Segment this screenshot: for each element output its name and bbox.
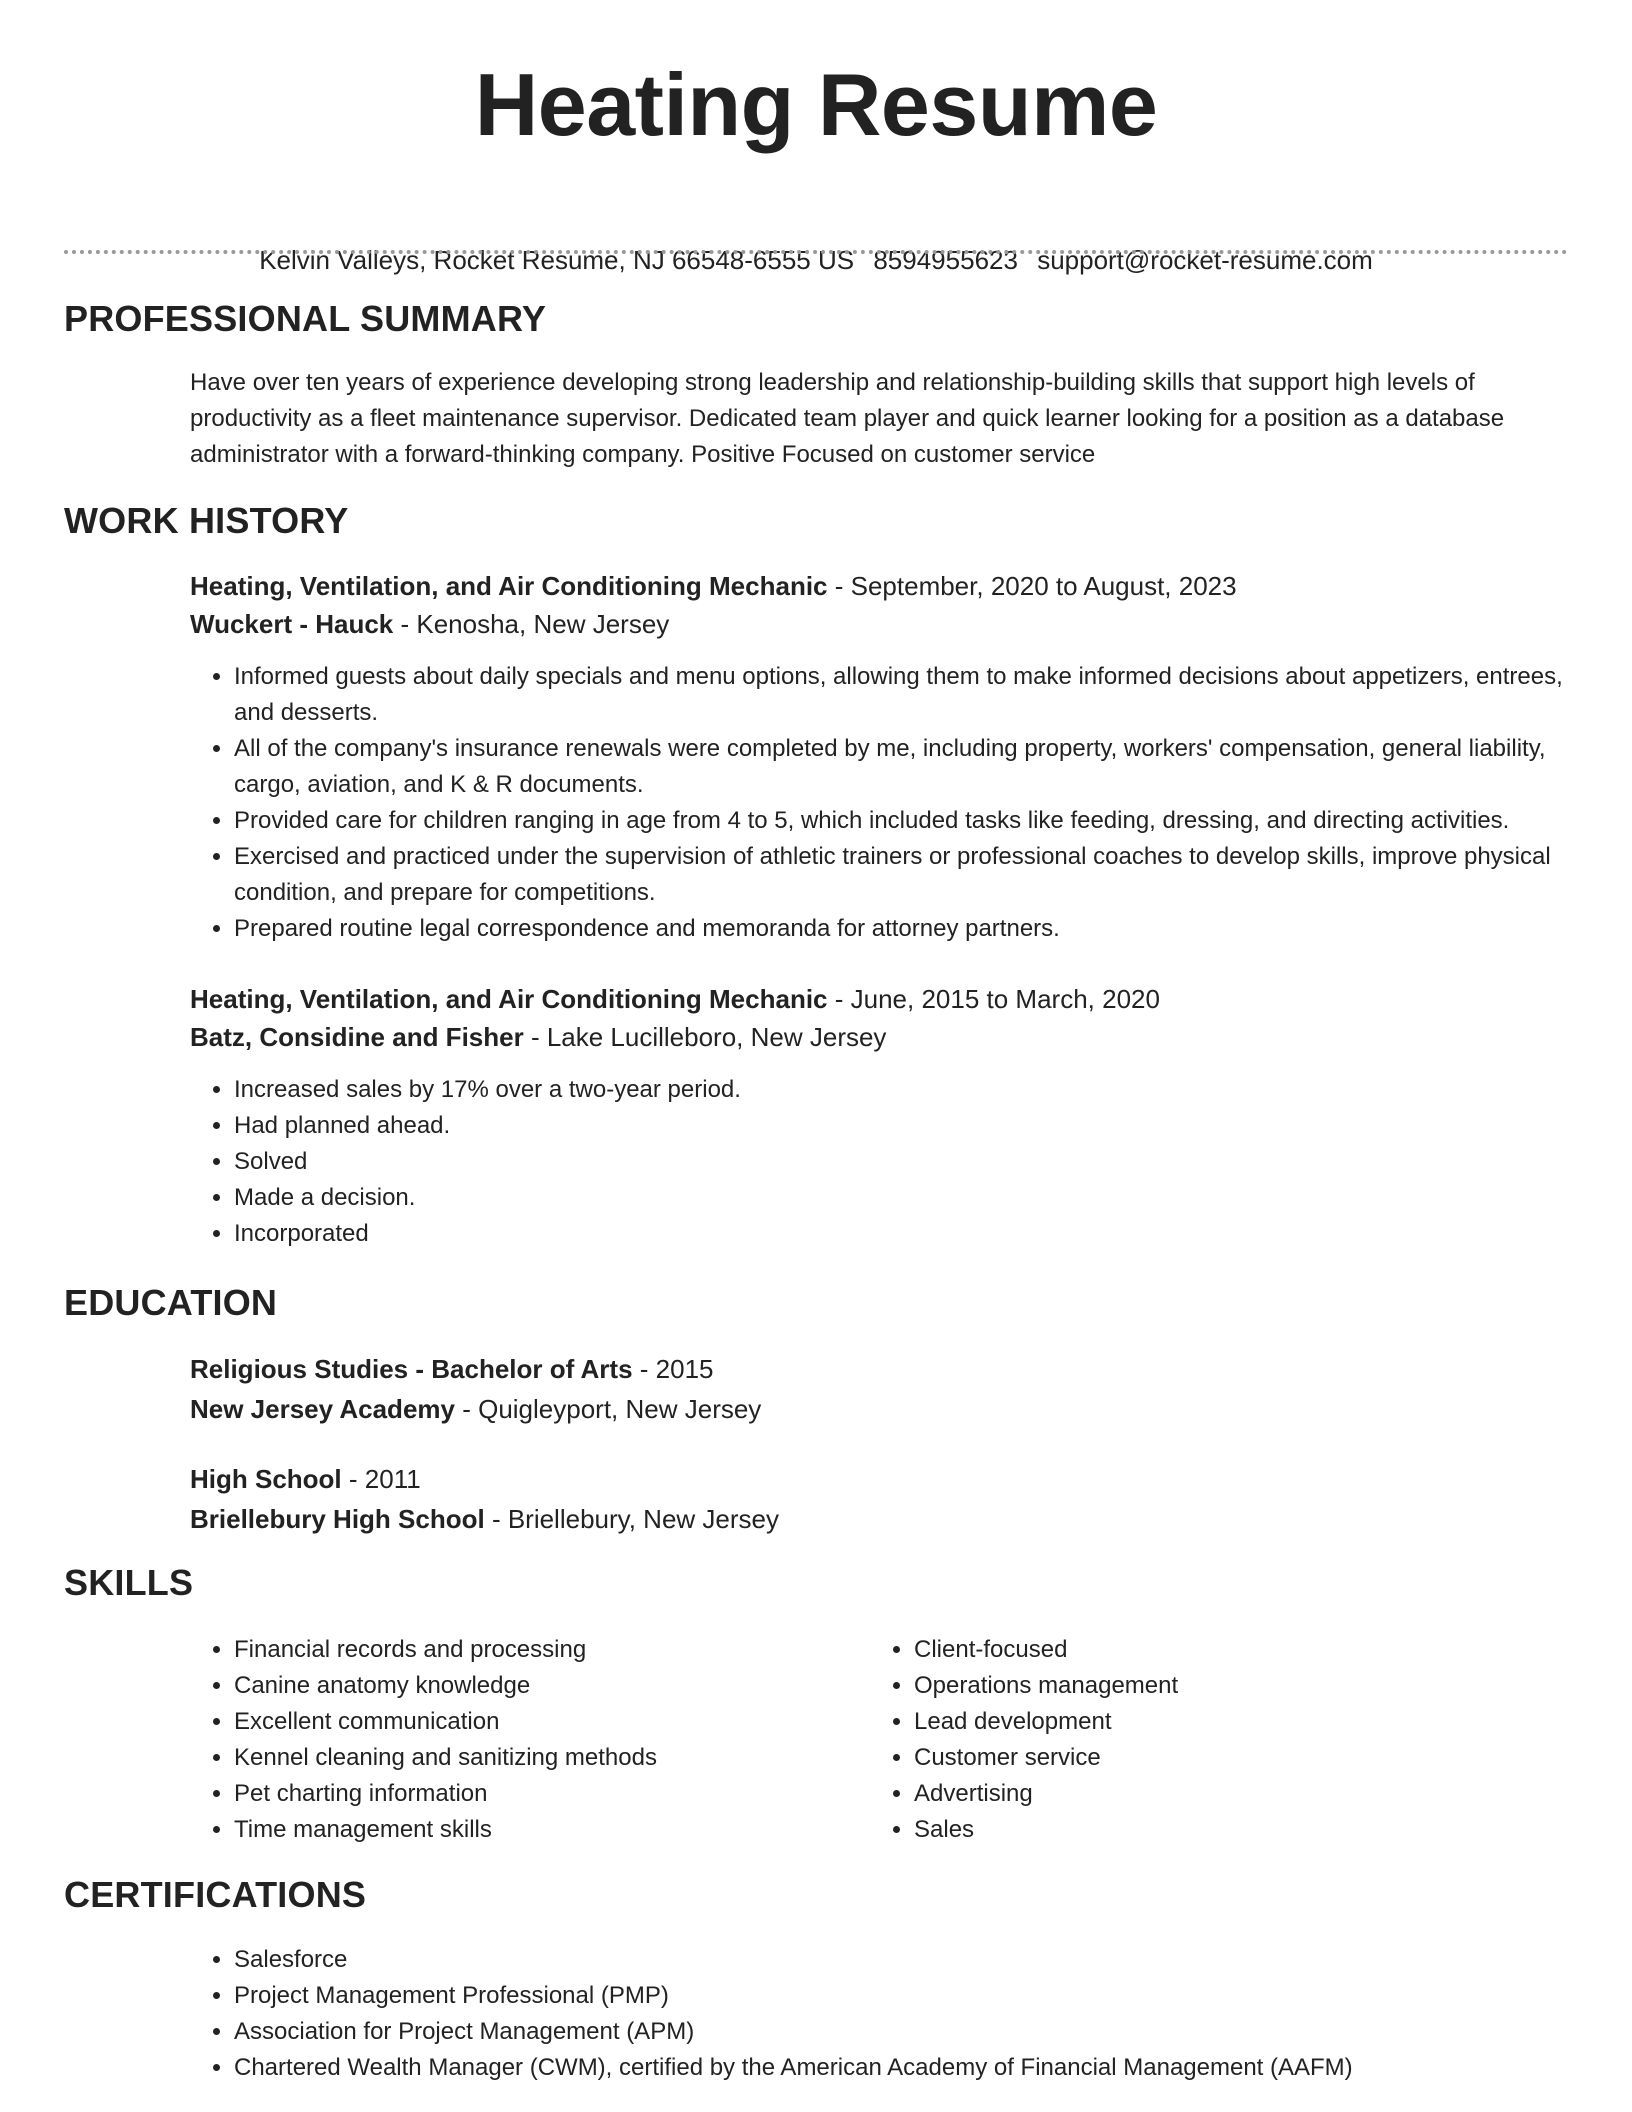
skill-item: • Operations management bbox=[914, 1668, 1510, 1704]
certifications-heading: CERTIFICATIONS bbox=[64, 1874, 367, 1915]
skill-item: • Time management skills bbox=[234, 1812, 830, 1848]
job-bullet: • Increased sales by 17% over a two-year period. bbox=[234, 1072, 1568, 1108]
education-entry bbox=[190, 1460, 1568, 1538]
skill-item: • Sales bbox=[914, 1812, 1510, 1848]
job-company: Wuckert - Hauck bbox=[190, 609, 394, 639]
skill-item: • Pet charting information bbox=[234, 1776, 830, 1812]
skills-list bbox=[190, 1632, 830, 1848]
skill-item: • Advertising bbox=[914, 1776, 1510, 1812]
header-divider bbox=[64, 250, 1568, 254]
education-degree: High School bbox=[190, 1464, 342, 1494]
job-dates: - June, 2015 to March, 2020 bbox=[827, 984, 1160, 1014]
job-company: Batz, Considine and Fisher bbox=[190, 1022, 524, 1052]
job-bullet: • Provided care for children ranging in age from 4 to 5, which included tasks like feeding, dressing, and directing activities. bbox=[234, 803, 1568, 839]
summary-text: Have over ten years of experience developing strong leadership and relationship-building skills that support high levels of productivity as a fleet maintenance supervisor. Dedicated team player and quick learner looking for a position as a database administrator with a forward-thinking company. Positive Focused on customer service bbox=[190, 369, 1505, 468]
job-company-line bbox=[190, 1018, 1568, 1056]
job-entry bbox=[190, 567, 1568, 947]
job-bullet: • Exercised and practiced under the supervision of athletic trainers or professional coaches to develop skills, improve physical condition, and prepare for competitions. bbox=[234, 839, 1568, 911]
certification-item: • Project Management Professional (PMP) bbox=[234, 1978, 1590, 2014]
certification-item: • Chartered Wealth Manager (CWM), certified by the American Academy of Financial Management (AAFM) bbox=[234, 2050, 1590, 2086]
job-title: Heating, Ventilation, and Air Conditioning Mechanic bbox=[190, 571, 828, 601]
education-degree: Religious Studies - Bachelor of Arts bbox=[190, 1354, 633, 1384]
education-location: - Quigleyport, New Jersey bbox=[454, 1394, 762, 1424]
certification-item: • Salesforce bbox=[234, 1942, 1590, 1978]
skills-column-right bbox=[870, 1632, 1510, 1848]
certifications-block bbox=[190, 1942, 1590, 2086]
job-bullet: • Solved bbox=[234, 1144, 1568, 1180]
skill-item: • Canine anatomy knowledge bbox=[234, 1668, 830, 1704]
education-entry bbox=[190, 1350, 1568, 1428]
job-company-line bbox=[190, 605, 1568, 643]
job-bullet: • All of the company's insurance renewals were completed by me, including property, workers' compensation, general liability, cargo, aviation, and K & R documents. bbox=[234, 731, 1568, 803]
contact-address: Kelvin Valleys, Rocket Resume, NJ 66548-6555 US bbox=[259, 245, 855, 275]
certification-item: • Association for Project Management (APM) bbox=[234, 2014, 1590, 2050]
skills-list bbox=[870, 1632, 1510, 1848]
summary-heading: PROFESSIONAL SUMMARY bbox=[64, 298, 547, 339]
work-history-heading: WORK HISTORY bbox=[64, 500, 349, 541]
job-bullet: • Informed guests about daily specials and menu options, allowing them to make informed decisions about appetizers, entrees, and desserts. bbox=[234, 659, 1568, 731]
education-degree-line bbox=[190, 1350, 1568, 1388]
resume-title: Heating Resume bbox=[474, 55, 1158, 154]
contact-email: support@rocket-resume.com bbox=[1037, 245, 1373, 275]
education-school: New Jersey Academy bbox=[190, 1394, 455, 1424]
job-bullets bbox=[190, 659, 1568, 947]
certifications-list bbox=[190, 1942, 1590, 2086]
job-bullets bbox=[190, 1072, 1568, 1252]
skill-item: • Kennel cleaning and sanitizing methods bbox=[234, 1740, 830, 1776]
job-title-line bbox=[190, 980, 1568, 1018]
education-school-line bbox=[190, 1390, 1568, 1428]
job-title-line bbox=[190, 567, 1568, 605]
skills-heading: SKILLS bbox=[64, 1562, 194, 1603]
job-dates: - September, 2020 to August, 2023 bbox=[827, 571, 1237, 601]
education-location: - Briellebury, New Jersey bbox=[484, 1504, 779, 1534]
job-bullet: • Made a decision. bbox=[234, 1180, 1568, 1216]
job-entry bbox=[190, 980, 1568, 1252]
job-location: - Kenosha, New Jersey bbox=[393, 609, 670, 639]
skill-item: • Financial records and processing bbox=[234, 1632, 830, 1668]
education-heading: EDUCATION bbox=[64, 1282, 278, 1323]
job-title: Heating, Ventilation, and Air Conditioning Mechanic bbox=[190, 984, 828, 1014]
education-year: - 2011 bbox=[341, 1464, 421, 1494]
job-bullet: • Prepared routine legal correspondence and memoranda for attorney partners. bbox=[234, 911, 1568, 947]
job-bullet: • Incorporated bbox=[234, 1216, 1568, 1252]
contact-line bbox=[0, 242, 1632, 278]
contact-phone: 8594955623 bbox=[873, 245, 1018, 275]
job-bullet: • Had planned ahead. bbox=[234, 1108, 1568, 1144]
skill-item: • Customer service bbox=[914, 1740, 1510, 1776]
skill-item: • Lead development bbox=[914, 1704, 1510, 1740]
education-school: Briellebury High School bbox=[190, 1504, 485, 1534]
education-year: - 2015 bbox=[632, 1354, 714, 1384]
education-degree-line bbox=[190, 1460, 1568, 1498]
education-school-line bbox=[190, 1500, 1568, 1538]
skills-column-left bbox=[190, 1632, 830, 1848]
job-location: - Lake Lucilleboro, New Jersey bbox=[523, 1022, 887, 1052]
skill-item: • Client-focused bbox=[914, 1632, 1510, 1668]
skill-item: • Excellent communication bbox=[234, 1704, 830, 1740]
